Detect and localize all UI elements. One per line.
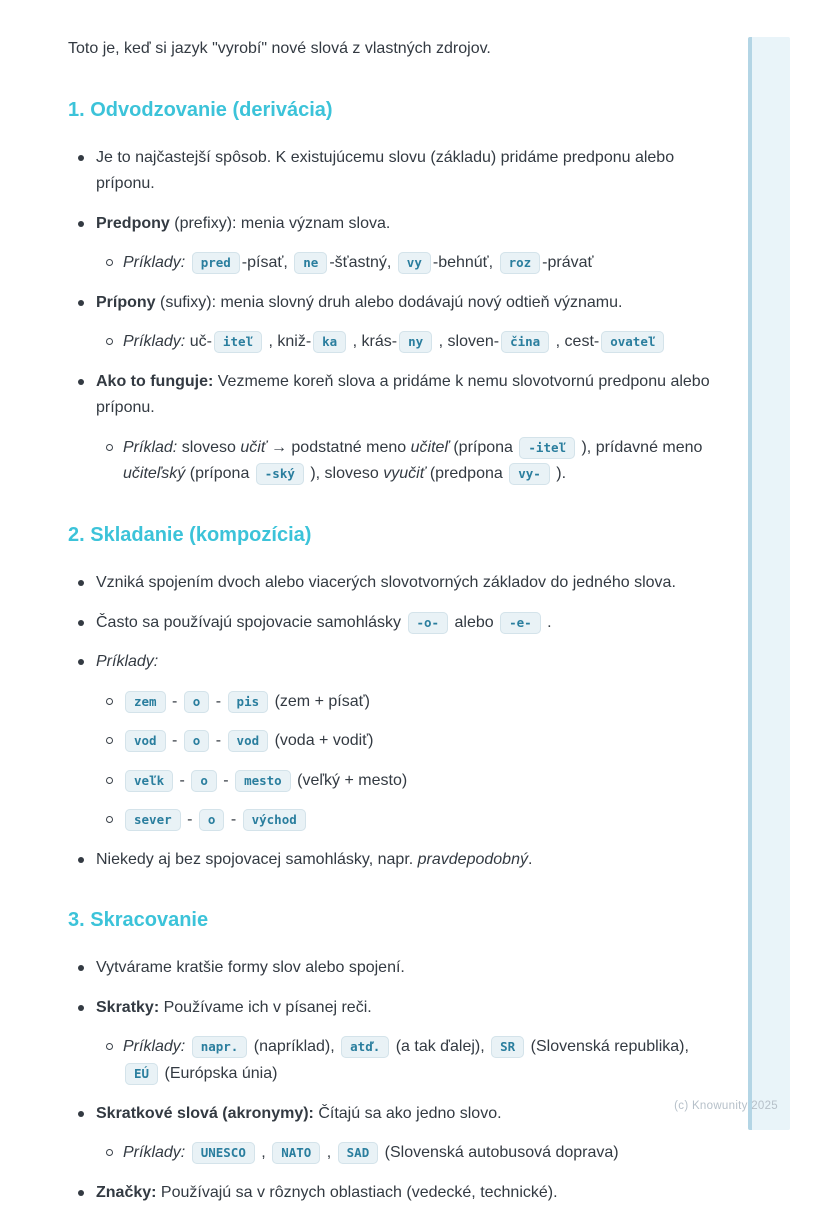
section <box>68 907 714 1206</box>
text-run: (Európska únia) <box>160 1065 278 1083</box>
text-run: (prípona <box>448 438 518 456</box>
watermark: (c) Knowunity 2025 <box>674 1100 778 1112</box>
code-badge: o <box>191 770 217 792</box>
code-badge: ka <box>313 331 346 353</box>
code-badge: vy- <box>509 463 550 485</box>
text-run: - <box>175 771 190 789</box>
bullet-marker <box>78 221 84 227</box>
text-run: (prefixy): menia význam slova. <box>169 214 391 232</box>
code-badge: mesto <box>235 770 291 792</box>
code-badge: sever <box>125 809 181 831</box>
code-badge: vod <box>228 730 269 752</box>
document-page <box>68 36 714 1219</box>
text-run: Často sa používajú spojovacie samohlásky <box>96 613 406 631</box>
code-badge: vy <box>398 252 431 274</box>
italic-text: Príklady: <box>96 653 159 671</box>
code-badge: UNESCO <box>192 1142 255 1164</box>
text-run: (voda + vodiť) <box>270 732 374 750</box>
text-run: , sloven- <box>434 333 500 351</box>
italic-text: učiteľský <box>123 465 186 483</box>
circle-marker <box>106 444 113 451</box>
italic-text: učiť <box>240 438 267 456</box>
bullet-item <box>68 570 714 597</box>
code-badge: -e- <box>500 612 541 634</box>
text-run: - <box>167 692 182 710</box>
text-run: , <box>256 1144 271 1162</box>
code-badge: NATO <box>272 1142 320 1164</box>
bold-text: Ako to funguje: <box>96 372 214 390</box>
italic-text: Príklady: <box>123 1038 190 1056</box>
bullet-item <box>68 369 714 422</box>
code-badge: vod <box>125 730 166 752</box>
text-run: - <box>226 811 241 829</box>
bold-text: Predpony <box>96 214 170 232</box>
sub-bullet-item <box>68 1034 714 1087</box>
section-title: 3. Skracovanie <box>68 909 209 932</box>
text-run: alebo <box>450 613 499 631</box>
section-title: 1. Odvodzovanie (derivácia) <box>68 98 333 121</box>
italic-text: Príklad: <box>123 438 178 456</box>
bullet-marker <box>78 965 84 971</box>
text-run: -právať <box>542 254 594 272</box>
code-badge: ne <box>294 252 327 274</box>
code-badge: ny <box>399 331 432 353</box>
sub-bullet-item <box>68 768 714 795</box>
italic-text: učiteľ <box>410 438 449 456</box>
text-run: (napríklad), <box>249 1038 340 1056</box>
code-badge: o <box>184 691 210 713</box>
text-run: , kniž- <box>264 333 312 351</box>
text-run: → podstatné meno <box>266 438 411 456</box>
bullet-item <box>68 955 714 982</box>
sub-bullet-item <box>68 807 714 834</box>
code-badge: SR <box>491 1036 524 1058</box>
text-run: , krás- <box>348 333 398 351</box>
bullet-marker <box>78 659 84 665</box>
text-run: (predpona <box>425 465 508 483</box>
code-badge: -o- <box>408 612 449 634</box>
text-run: Je to najčastejší spôsob. K existujúcemu slovu (základu) pridáme predponu alebo príponu. <box>96 148 675 193</box>
bullet-marker <box>78 1190 84 1196</box>
text-run: Používame ich v písanej reči. <box>159 998 372 1016</box>
code-badge: SAD <box>338 1142 379 1164</box>
text-run: (veľký + mesto) <box>292 771 408 789</box>
circle-marker <box>106 338 113 345</box>
bullet-marker <box>78 300 84 306</box>
bullet-item <box>68 649 714 676</box>
italic-text: Príklady: <box>123 1144 190 1162</box>
section <box>68 97 714 488</box>
circle-marker <box>106 737 113 744</box>
bullet-marker <box>78 1111 84 1117</box>
bullet-item <box>68 995 714 1022</box>
section <box>68 522 714 873</box>
code-badge: zem <box>125 691 166 713</box>
text-run: ), prídavné meno <box>577 438 703 456</box>
text-run: . <box>527 850 533 868</box>
bold-text: Prípony <box>96 293 156 311</box>
text-run: - <box>211 732 226 750</box>
code-badge: -ský <box>256 463 304 485</box>
bold-text: Skratky: <box>96 998 160 1016</box>
text-run: - <box>218 771 234 789</box>
text-run: - <box>211 692 226 710</box>
bullet-item <box>68 145 714 198</box>
bullet-item <box>68 211 714 238</box>
bullet-marker <box>78 1005 84 1011</box>
code-badge: čina <box>501 331 549 353</box>
italic-text: pravdepodobný <box>417 850 528 868</box>
document-content <box>68 97 714 1207</box>
code-badge: roz <box>500 252 541 274</box>
text-run: sloveso <box>177 438 241 456</box>
sub-bullet-item <box>68 435 714 488</box>
code-badge: atď. <box>341 1036 389 1058</box>
text-run: (zem + písať) <box>270 692 370 710</box>
italic-text: Príklady: <box>123 254 190 272</box>
intro-paragraph: Toto je, keď si jazyk "vyrobí" nové slová z vlastných zdrojov. <box>68 40 491 57</box>
italic-text: vyučiť <box>383 465 426 483</box>
text-run: Vzniká spojením dvoch alebo viacerých slovotvorných základov do jedného slova. <box>96 574 676 592</box>
bullet-marker <box>78 155 84 161</box>
code-badge: pred <box>192 252 240 274</box>
text-run: Vytvárame kratšie formy slov alebo spojení. <box>96 959 405 977</box>
text-run: , cest- <box>551 333 600 351</box>
text-run: - <box>182 811 197 829</box>
text-run: Používajú sa v rôznych oblastiach (vedecké, technické). <box>156 1183 558 1201</box>
code-badge: EÚ <box>125 1063 158 1085</box>
code-badge: o <box>184 730 210 752</box>
sub-bullet-item <box>68 689 714 716</box>
code-badge: iteľ <box>214 331 262 353</box>
sub-bullet-item <box>68 250 714 277</box>
code-badge: o <box>199 809 225 831</box>
text-run: (Slovenská autobusová doprava) <box>380 1144 619 1162</box>
text-run: (sufixy): menia slovný druh alebo dodávajú nový odtieň významu. <box>155 293 623 311</box>
circle-marker <box>106 1043 113 1050</box>
text-run: (a tak ďalej), <box>391 1038 490 1056</box>
text-run: -šťastný, <box>329 254 396 272</box>
circle-marker <box>106 1149 113 1156</box>
code-badge: napr. <box>192 1036 248 1058</box>
text-run: -behnúť, <box>432 254 498 272</box>
code-badge: východ <box>243 809 306 831</box>
bullet-item <box>68 1101 714 1128</box>
text-run: Vezmeme koreň slova a pridáme k nemu slovotvornú predponu alebo príponu. <box>96 372 710 417</box>
text-run: , <box>322 1144 336 1162</box>
page-edge-band <box>748 37 790 1130</box>
bullet-item <box>68 290 714 317</box>
bold-text: Značky: <box>96 1183 157 1201</box>
text-run: uč- <box>189 333 212 351</box>
sub-bullet-item <box>68 1140 714 1167</box>
section-title: 2. Skladanie (kompozícia) <box>68 524 312 547</box>
text-run: - <box>167 732 182 750</box>
text-run: Niekedy aj bez spojovacej samohlásky, napr. <box>96 850 418 868</box>
bullet-marker <box>78 379 84 385</box>
bullet-marker <box>78 857 84 863</box>
bullet-marker <box>78 620 84 626</box>
bullet-item <box>68 610 714 637</box>
code-badge: ovateľ <box>601 331 664 353</box>
text-run: . <box>542 613 552 631</box>
italic-text: Príklady: <box>123 333 190 351</box>
text-run: ). <box>551 465 567 483</box>
code-badge: -iteľ <box>519 437 575 459</box>
bold-text: Skratkové slová (akronymy): <box>96 1104 314 1122</box>
circle-marker <box>106 816 113 823</box>
sub-bullet-item <box>68 329 714 356</box>
circle-marker <box>106 698 113 705</box>
sub-bullet-item <box>68 728 714 755</box>
bullet-item <box>68 1180 714 1207</box>
code-badge: veľk <box>125 770 173 792</box>
bullet-item <box>68 847 714 874</box>
code-badge: pis <box>228 691 269 713</box>
bullet-marker <box>78 580 84 586</box>
circle-marker <box>106 259 113 266</box>
text-run: Čítajú sa ako jedno slovo. <box>313 1104 502 1122</box>
text-run: (Slovenská republika), <box>526 1038 689 1056</box>
text-run: ), sloveso <box>305 465 384 483</box>
text-run: -písať, <box>241 254 293 272</box>
circle-marker <box>106 777 113 784</box>
text-run: (prípona <box>185 465 254 483</box>
